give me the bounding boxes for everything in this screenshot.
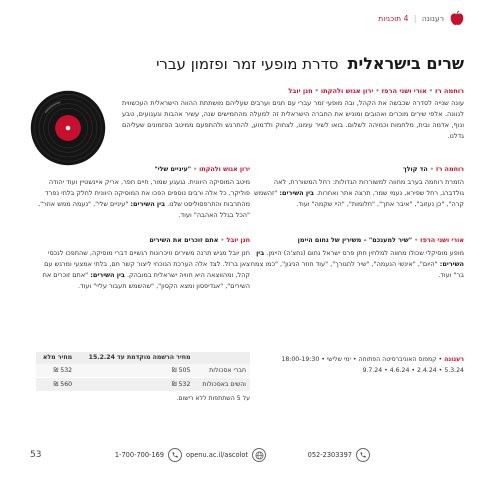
vinyl-record-icon (30, 90, 106, 166)
card-artist: חנן יובל (226, 236, 250, 244)
card-description: מיטב המוסיקה היוונית. נגעגע שמור, חיים חפר, אריק איינשטיין ועוד יהודה פוליקר, כל אלה ורבים נוספים הפכו את המוסיקה היוונית לחלק בלתי נפרד מהתרבות והתרפסוליסט שלנו. בין השירים: "עיניים שלי", "נעמה ממש אוזר", "הכל בגלל האהבה" ועוד. (38, 178, 250, 219)
price-early: 505 ₪ (76, 364, 194, 378)
price-early: 532 ₪ (76, 378, 194, 392)
card-artist: אורי ושני הרפז (420, 236, 464, 244)
card-songs-label: בין השירים: (90, 271, 125, 279)
card-credits: רוחמה רז•הד קולך (402, 165, 464, 173)
page-header (0, 0, 480, 38)
credit-artist: חנן יובל (288, 87, 313, 95)
page-title (16, 54, 464, 78)
credit-artist: רוחמה רז (435, 87, 464, 95)
schedule-brand: רענונה (444, 356, 464, 363)
card-artist: ירון אגוש ולהקתו (199, 165, 250, 173)
schedule-location-time: קמפוס האוניברסיטה הפתוחה • ימי שלישי • 18:00-19:30 (281, 356, 437, 363)
card-show-title: "עיניים שלי" (154, 165, 192, 173)
show-card-harpaz (250, 235, 464, 281)
card-songs-label: בין השירים: (130, 200, 166, 208)
price-header-early: מחיר הרשמה מוקדמת עד 15.2.24 (76, 352, 194, 364)
card-show-title: הד קולך (402, 165, 428, 173)
card-songs-label: בין השירים: (279, 189, 315, 197)
phone-contact[interactable] (115, 448, 182, 462)
card-show-title: אתם זוכרים את השירים (149, 236, 219, 244)
table-row (36, 364, 250, 378)
schedule-details: רענונה • קמפוס האוניברסיטה הפתוחה • ימי שלישי • 18:00-19:30 (281, 356, 464, 363)
breadcrumb-separator: | (413, 14, 417, 23)
card-songs-label: בין השירים: (256, 249, 464, 268)
card-credits: אורי ושני הרפז•"שיר למענכם" – משירין של נחום היימן (297, 236, 464, 244)
card-description: חנן יובל מגיש תרנה משירים וזיכרונות רגשיים דברי מוסיקה, שהתפכו לנכסי צאן ברזל. לצד אלה הערכת הנוכחי ליצור קשר חם, בלתי אמצעי ומרגש עם קהל, ומהווצאה היא חוויה ישראלית במובהק. בין השירים: "אתם זוכרים את השירים", "אגדיפסון ומצא הקסון", "שהשמש תעבור עליי" ועוד. (42, 249, 250, 290)
whatsapp-contact[interactable] (308, 448, 370, 462)
phone-icon (168, 448, 182, 462)
breadcrumb-subtitle: תוכניות (378, 14, 402, 23)
schedule-info (264, 355, 464, 377)
price-note: על 5 השתתפות ללא רישום. (176, 395, 250, 402)
intro-credits: רוחמה רז•אורי ושני הרפז•ירון אגוש ולהקתו•חנן יובל (288, 87, 464, 95)
price-table (36, 352, 250, 392)
whatsapp-icon (356, 448, 370, 462)
credit-artist: אורי ושני הרפז (381, 87, 427, 95)
breadcrumb-section: רענונה (421, 14, 444, 23)
show-card-rochama (250, 164, 464, 210)
website-contact[interactable] (186, 448, 266, 462)
card-artist: רוחמה רז (435, 165, 464, 173)
card-show-title: "שיר למענכם" – משירין של נחום היימן (297, 236, 413, 244)
intro-section (122, 86, 464, 142)
show-card-hanan (36, 235, 250, 292)
credit-artist: ירון אגוש ולהקתו (320, 87, 374, 95)
price-table-section (36, 352, 250, 402)
price-row-label: חברי אסכולות (194, 364, 250, 378)
apple-icon (450, 10, 464, 26)
price-header-empty (194, 352, 250, 364)
title-main: שרים בישראלית (347, 54, 464, 73)
card-songs: "היום", "אינשי הנעמה", "שיר לחגורך", "עוד חוזר הניגון", "כמו צמח בר" ועוד. (250, 260, 464, 279)
price-row-label: והשים באסכולות (194, 378, 250, 392)
breadcrumb (378, 14, 444, 23)
card-description: הזמרת רוחמה בערב מחווה למשוררות הגדולות: רחל המשוררת, לאה גולדברג, רחל שפירא, נעמי שמר, תרצה אתר ואחרות. בין השירים: "זהשמש קרה", "כן נעזוב", "איבר אתך", "חלומות", "היי שקמה" ועוד. (254, 178, 464, 208)
page-number: 53 (30, 450, 42, 460)
price-full: 532 ₪ (36, 364, 76, 378)
page-footer (0, 444, 480, 474)
card-songs: "זהשמש קרה", "כן נעזוב", "איבר אתך", "חלומות", "היי שקמה" ועוד. (254, 189, 464, 208)
table-row (36, 378, 250, 392)
card-description: מופע מוסיקלי שכולו מחווה למלחין חתן פרס ישראל נחום (נחצ'ה) היימן. בין השירים: "היום", "אינשי הנעמה", "שיר לחגורך", "עוד חוזר הניגון", "כמו צמח בר" ועוד. (250, 249, 464, 279)
price-full: 560 ₪ (36, 378, 76, 392)
intro-text: עונה שנייה לסדרה שכבשה את הקהל, ובה מופעי זמר עברי עם חגים וערבים שעליהם מושתתת ההווה הישראלית העכשווית לגוונה. אלפי שירים מוכרים ואהובים ומוניש את החברה הישראלית זה למעלה מהחמישים שנה, עשיר אהבות וגעגועים, טבע ונוף, אדמה ובית, מלחמות וכמיהה לשלום. בואו לשיר עימנו, לצחוק ולדמוע, להתרגש ולהתפעם ממיטב הפזמונים שעליהם גדלנו. (122, 99, 464, 140)
schedule-dates: 5.3.24 • 2.4.24 • 4.6.24 • 9.7.24 (362, 367, 464, 374)
breadcrumb-number: 4 (403, 14, 409, 23)
card-credits: ירון אגוש ולהקתו•"עיניים שלי" (154, 165, 250, 173)
website-link[interactable]: openu.ac.il/ascolot (186, 451, 248, 459)
price-header-full: מחיר מלא (36, 352, 76, 364)
globe-icon (252, 448, 266, 462)
whatsapp-number[interactable]: 052-2303397 (307, 451, 352, 459)
card-credits: חנן יובל•אתם זוכרים את השירים (149, 236, 250, 244)
card-songs: "אתם זוכרים את השירים", "אגדיפסון ומצא הקסון", "שהשמש תעבור עליי" ועוד. (42, 271, 250, 290)
card-songs: "עיניים שלי", "נעמה ממש אוזר", "הכל בגלל האהבה" ועוד. (38, 200, 250, 219)
title-sub: סדרת מופעי זמר ופזמון עברי (156, 55, 339, 73)
service-phone-number[interactable]: 1-700-700-169 (114, 451, 164, 459)
show-card-yaron (36, 164, 250, 221)
